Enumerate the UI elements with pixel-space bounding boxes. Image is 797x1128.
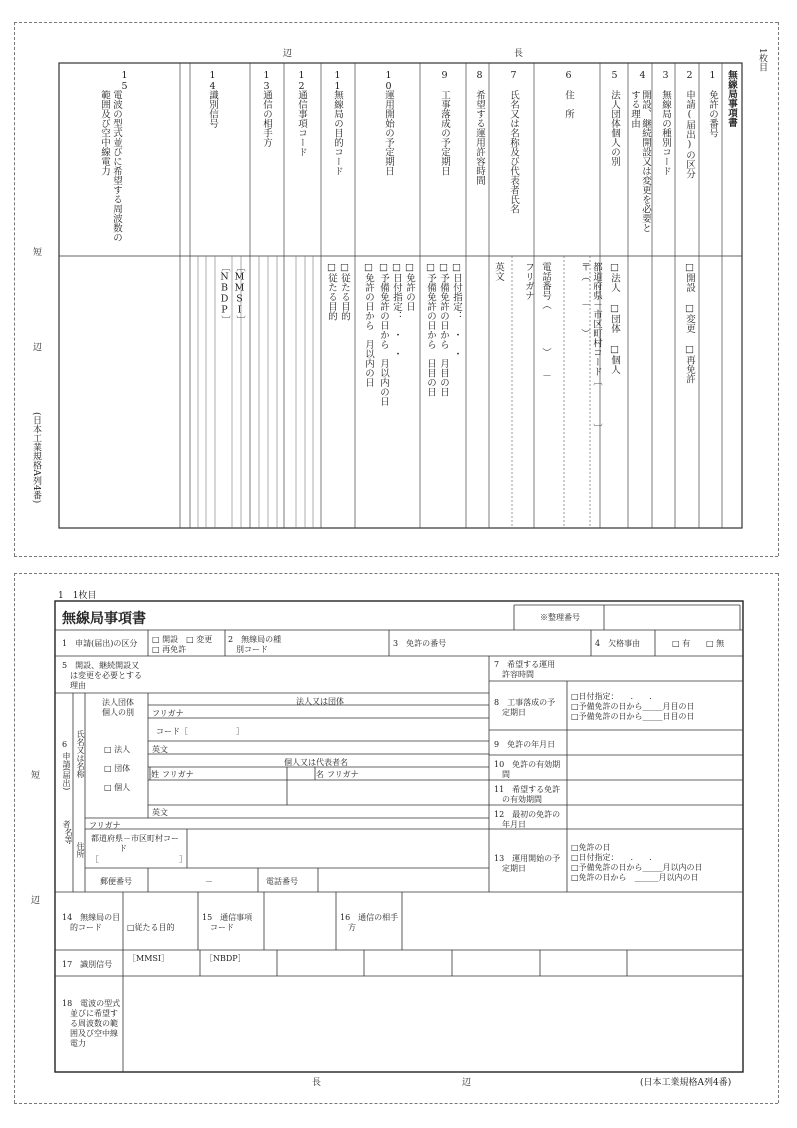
r18-input[interactable] [125,978,741,1070]
top-row-no-3: 3 [660,70,671,81]
r13-option-1[interactable]: □免許の日 [571,843,611,852]
top-row-no-8: 8 [474,70,485,81]
r6-sei: 姓 [151,770,159,779]
top-row-value-7a: フリガナ [523,262,534,300]
r6-houjin-l1: 法人団体 [102,698,134,707]
top-sheet-label: 1枚目 [757,48,767,72]
r6-applicant-label: 申請(届出) [62,752,71,791]
r5-label-3: 理由 [70,681,86,690]
top-row-value-6c: 電話番号（ ） － [540,262,551,381]
top-form-title: 無線局事項書 [726,70,737,127]
r17-nbdp[interactable]: ［NBDP］ [205,954,246,963]
top-row-value-10d: □免許の日から 月以内の日 [363,262,374,387]
top-jis-note: (日本工業規格A列4番) [31,412,41,504]
bottom-sheet-label: 1 1枚目 [58,591,97,601]
bottom-edge-short-2: 辺 [31,896,41,906]
r6-daihyo: 個人又は代表者名 [284,758,348,767]
seiri-input[interactable] [606,607,738,628]
top-row-label-8: 希望する運用許容時間 [474,90,485,185]
top-row-no-7: 7 [508,70,519,81]
top-row-value-10a: □免許の日 [404,262,415,311]
top-edge-short-2: 辺 [33,343,43,353]
r17-mmsi[interactable]: ［MMSI］ [128,954,170,963]
r13-option-3[interactable]: □予備免許の日から_____月以内の日 [571,863,703,872]
top-row-value-9c: □予備免許の日から 日目の日 [425,262,436,397]
r14-value[interactable]: □従たる目的 [127,923,175,932]
top-row-label-15: 電波の型式並びに希望する周波数の範囲及び空中線電力 [99,90,122,242]
r10-label-2: 間 [502,770,510,779]
r8-option-2[interactable]: □予備免許の日から_____月目の日 [571,702,695,711]
r6-opt-kojin[interactable]: □ 個人 [104,783,131,792]
r6-applicant-label-b: 者 [62,820,71,828]
top-row-no-4: 4 [637,70,648,81]
r18-label: 18 電波の型式 [62,999,121,1008]
top-row-no-9: 9 [439,70,450,81]
top-row-no-15: 15 [119,70,130,92]
r4-no[interactable]: □ 無 [706,639,725,648]
r8-option-3[interactable]: □予備免許の日から_____日目の日 [571,712,695,721]
form-title: 無線局事項書 [62,611,146,627]
r2-label-b: 別コード [236,645,268,654]
r6-name-label: 氏名又は名称 [76,730,85,778]
r7-label: 7 希望する運用 [494,660,556,669]
top-row-value-5: □法人 □団体 □個人 [609,262,620,374]
top-row-no-11: 11 [332,70,343,92]
top-row-value-10c: □予備免許の日から 月以内の日 [378,262,389,406]
r17-label: 17 識別信号 [62,960,113,969]
top-row-label-7: 氏名又は名称及び代表者氏名 [508,90,519,214]
top-row-no-10: 10 [383,70,394,92]
top-edge-label: 辺 [283,49,293,59]
r6-number: 6 [62,740,68,749]
r6-yubin-label: 郵便番号 [100,877,132,886]
r6-opt-dantai[interactable]: □ 団体 [104,764,131,773]
top-row-no-2: 2 [684,70,695,81]
r6-tel-label: 電話番号 [266,877,298,886]
top-row-label-12: 通信事項コード [296,90,307,157]
top-row-label-2: 申請(届出)の区分 [684,90,695,179]
r14-label: 14 無線局の目 [62,913,121,922]
r6-sei-furigana[interactable]: フリガナ [162,770,194,779]
r11-label-2: の有効期間 [502,795,542,804]
r6-eibun-2[interactable]: 英文 [152,808,168,817]
r15-label-2: コード [210,923,234,932]
top-row-no-6: 6 [563,70,574,81]
r1-label: 1 申請(届出)の区分 [62,639,138,648]
r18-label-4: 囲及び空中線 [70,1029,118,1038]
r12-label-2: 年月日 [502,820,526,829]
bottom-jis-note: (日本工業規格A列4番) [640,1078,732,1088]
top-row-no-13: 13 [261,70,272,92]
r1-option-a[interactable]: □ 開設 □ 変更 [152,635,213,644]
top-row-no-14: 14 [207,70,218,92]
r16-label-2: 方 [348,923,356,932]
r6-opt-houjin[interactable]: □ 法人 [104,745,131,754]
top-row-label-10: 運用開始の予定期日 [383,90,394,176]
r3-label: 3 免許の番号 [393,639,447,648]
r9-label: 9 免許の年月日 [494,740,556,749]
top-row-value-6a: 都道府県－市区町村コード〔 〕 [591,262,602,433]
r13-label-2: 定期日 [502,864,526,873]
bottom-edge-long: 長 [312,1078,322,1088]
r11-label: 11 希望する免許 [494,785,561,794]
r5-label: 5 開設、継続開設又 [62,661,140,670]
r8-label: 8 工事落成の予 [494,698,556,707]
top-row-value-11b: □従たる目的 [326,262,337,321]
r6-address-code-2: ド [119,844,127,853]
bottom-edge-short: 短 [31,771,41,781]
r14-label-2: 的コード [70,923,102,932]
top-row-no-5: 5 [609,70,620,81]
top-row-label-4: 開設、継続開設又は変更を必要とする理由 [629,90,651,233]
r6-address-code: 都道府県－市区町村コー [91,834,179,843]
r16-label: 16 通信の相手 [340,913,399,922]
r8-label-2: 定期日 [502,708,526,717]
r4-label: 4 欠格事由 [595,639,641,648]
top-edge-label-2: 長 [514,49,524,59]
r8-option-1[interactable]: □日付指定： . . [571,692,652,701]
r6-mei: 名 [316,770,324,779]
top-row-value-14b: 〔NBDP〕 [219,262,230,325]
r6-name-label-2: 名等 [64,828,73,844]
r5-label-2: は変更を必要とする [70,671,142,680]
top-row-label-3: 無線局の種別コード [660,90,671,176]
r6-furigana[interactable]: フリガナ [152,709,184,718]
r15-label: 15 通信事項 [202,913,253,922]
top-row-label-13: 通信の相手方 [261,90,272,147]
r6-mei-furigana[interactable]: フリガナ [327,770,359,779]
r1-option-b[interactable]: □ 再免許 [152,645,187,654]
top-row-value-6b: 〒（ － ） [579,262,590,338]
r6-houjin-l2: 個人の別 [102,708,134,717]
r12-label: 12 最初の免許の [494,810,561,819]
r10-label: 10 免許の有効期 [494,760,561,769]
top-row-label-1: 免許の番号 [707,90,718,138]
top-row-value-10b: □日付指定： ・ ・ [391,262,402,359]
top-row-label-5: 法人団体個人の別 [609,90,620,166]
top-row-value-2: □開設 □変更 □再免許 [684,262,695,384]
top-edge-short: 短 [33,248,43,258]
top-row-label-11: 無線局の目的コード [332,90,343,176]
top-row-value-11a: □従たる目的 [339,262,350,321]
top-row-label-9: 工事落成の予定期日 [439,90,450,176]
seiri-label: ※整理番号 [540,613,580,622]
r6-eibun[interactable]: 英文 [152,745,168,754]
top-row-no-1: 1 [707,70,718,81]
r6-houjin-head: 法人又は団体 [296,697,344,706]
r4-yes[interactable]: □ 有 [672,639,691,648]
r2-label: 2 無線局の種 [228,635,282,644]
top-row-label-14: 識別信号 [207,90,218,128]
r6-code[interactable]: コード［ ］ [156,727,244,736]
bottom-edge-long-2: 辺 [462,1078,472,1088]
r18-label-2: 並びに希望す [70,1009,118,1018]
r13-option-4[interactable]: □免許の日から ______月以内の日 [571,873,699,882]
r6-address-furigana[interactable]: フリガナ [89,821,121,830]
top-row-value-9b: □予備免許の日から 月目の日 [438,262,449,397]
r7-label-2: 許容時間 [502,670,534,679]
top-row-label-6: 住 所 [563,90,574,119]
top-row-value-7b: 英文 [493,262,504,281]
top-row-no-12: 12 [296,70,307,92]
top-row-value-14a: 〔MMSI〕 [234,262,245,325]
r13-label: 13 運用開始の予 [494,854,561,863]
r18-label-3: る周波数の範 [70,1019,118,1028]
r18-label-5: 電力 [70,1039,86,1048]
r6-yubin-dash[interactable]: － [205,877,213,886]
r6-address-bracket[interactable]: ［ ］ [91,855,187,864]
r6-address-label: 住所 [76,842,85,858]
top-row-value-9a: □日付指定： ・ ・ [451,262,462,359]
r13-option-2[interactable]: □日付指定： . . [571,853,652,862]
